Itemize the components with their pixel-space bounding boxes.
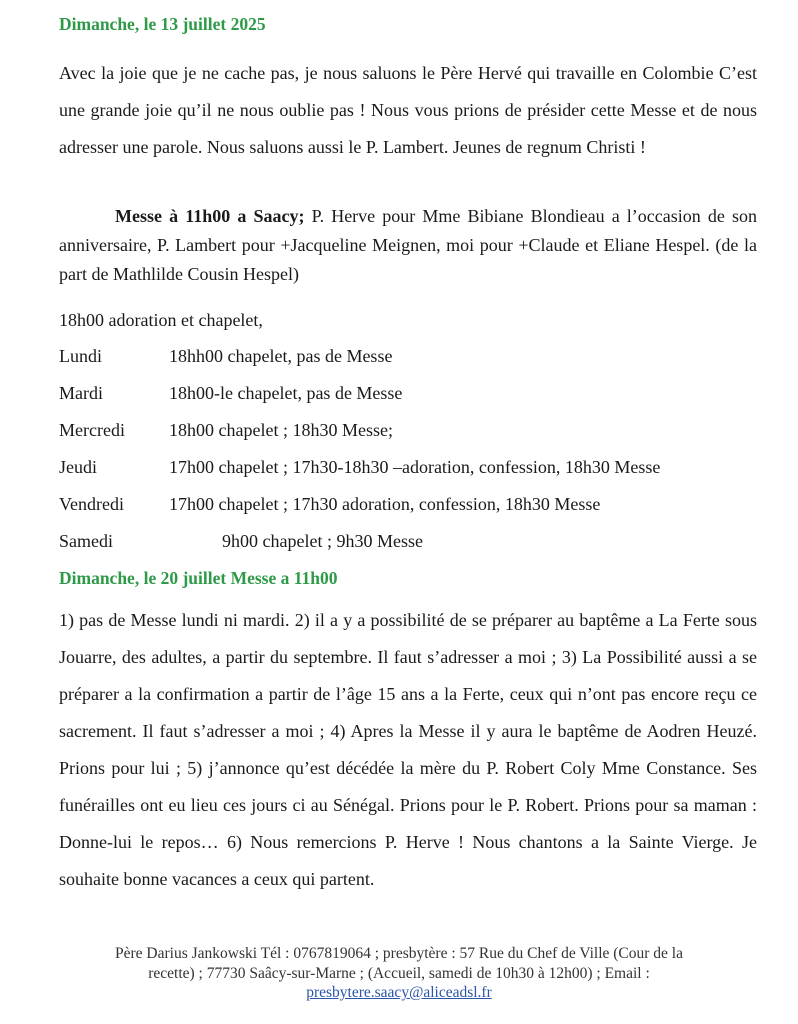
schedule-day: Lundi	[59, 346, 102, 366]
schedule-text: 17h00 chapelet ; 17h30-18h30 –adoration, confession, 18h30 Messe	[169, 457, 661, 477]
intro-paragraph: Avec la joie que je ne cache pas, je nous saluons le Père Hervé qui travaille en Colombie C’est une grande joie qu’il ne nous oublie pas ! Nous vous prions de présider cette Messe et de nous adresser une parole. Nous saluons aussi le P. Lambert. Jeunes de regnum Christi !	[59, 63, 757, 157]
mass-time-bold: Messe à 11h00 a Saacy;	[115, 206, 305, 226]
footer-contact	[40, 944, 758, 1003]
adoration-line: 18h00 adoration et chapelet,	[59, 310, 263, 330]
schedule-text: 18h00 chapelet ; 18h30 Messe;	[169, 420, 393, 440]
schedule-day: Mardi	[59, 383, 103, 403]
schedule-day: Jeudi	[59, 457, 97, 477]
schedule-day: Samedi	[59, 531, 113, 551]
footer-line-1: Père Darius Jankowski Tél : 0767819064 ; presbytère : 57 Rue du Chef de Ville (Cour de la	[114, 945, 683, 962]
announcements-paragraph: 1) pas de Messe lundi ni mardi. 2) il a y a possibilité de se préparer au baptême a La Ferte sous Jouarre, des adultes, a partir du septembre. Il faut s’adresser a moi ; 3) La Possibilité aussi a se préparer a la confirmation a partir de l’âge 15 ans a la Ferte, ceux qui n’ont pas encore reçu ce sacrement. Il faut s’adresser a moi ; 4) Apres la Messe il y aura le baptême de Aodren Heuzé. Prions pour lui ; 5) j’annonce qu’est décédée la mère du P. Robert Coly Mme Constance. Ses funérailles ont eu lieu ces jours ci au Sénégal. Prions pour le P. Robert. Prions pour sa maman : Donne-lui le repos… 6) Nous remercions P. Herve ! Nous chantons a la Sainte Vierge. Je souhaite bonne vacances a ceux qui partent.	[59, 610, 757, 889]
mass-intentions-paragraph	[59, 202, 757, 289]
schedule-text: 17h00 chapelet ; 17h30 adoration, confession, 18h30 Messe	[169, 494, 601, 514]
schedule-day: Mercredi	[59, 420, 125, 440]
footer-email-link[interactable]: presbytere.saacy@aliceadsl.fr	[306, 984, 492, 1001]
schedule-text: 9h00 chapelet ; 9h30 Messe	[222, 531, 423, 551]
schedule-day: Vendredi	[59, 494, 124, 514]
schedule-text: 18h00-le chapelet, pas de Messe	[169, 383, 403, 403]
schedule-text: 18hh00 chapelet, pas de Messe	[169, 346, 393, 366]
footer-line-2: recette) ; 77730 Saâcy-sur-Marne ; (Accueil, samedi de 10h30 à 12h00) ; Email :	[148, 964, 650, 982]
mass-intentions-text: P. Herve pour Mme Bibiane Blondieau a l’occasion de son anniversaire, P. Lambert pour +Jacqueline Meignen, moi pour +Claude et Eliane Hespel. (de la part de Mathlilde Cousin Hespel)	[59, 206, 757, 284]
heading-sunday-13: Dimanche, le 13 juillet 2025	[59, 14, 266, 34]
heading-sunday-20: Dimanche, le 20 juillet Messe a 11h00	[59, 568, 338, 588]
